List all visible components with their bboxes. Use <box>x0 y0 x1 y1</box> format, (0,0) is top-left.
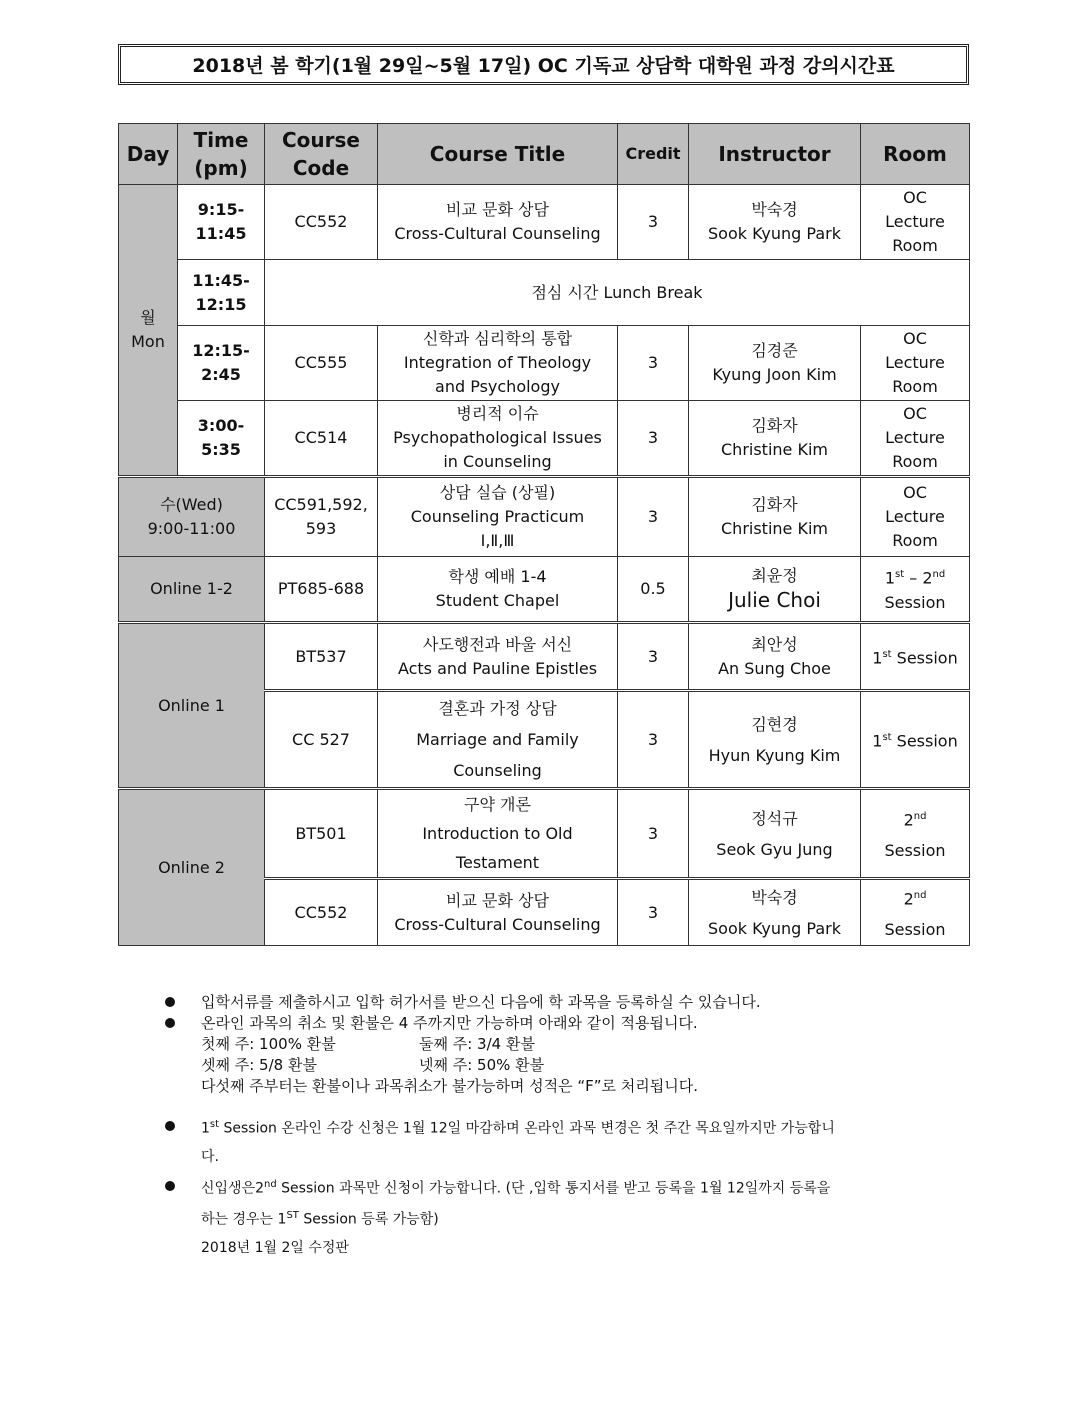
header-time: Time (pm) <box>178 124 265 185</box>
header-instructor: Instructor <box>689 124 861 185</box>
room: 1st – 2nd Session <box>861 557 970 623</box>
page-title: 2018년 봄 학기(1월 29일~5월 17일) OC 기독교 상담학 대학원 과정 강의시간표 <box>118 44 969 85</box>
room: 2nd Session <box>861 879 970 946</box>
room: 1st Session <box>861 623 970 691</box>
table-row <box>119 185 970 260</box>
day-cell-online-1: Online 1 <box>119 623 265 789</box>
note-item: 1st Session 온라인 수강 신청은 1월 12일 마감하며 온라인 과목 변경은 첫 주간 목요일까지만 가능합니 다. <box>165 1111 985 1171</box>
credit: 3 <box>618 185 689 260</box>
course-title: 비교 문화 상담 Cross-Cultural Counseling <box>378 185 618 260</box>
day-cell-mon: 월 Mon <box>119 185 178 477</box>
header-day: Day <box>119 124 178 185</box>
refund-schedule: 첫째 주: 100% 환불 둘째 주: 3/4 환불 셋째 주: 5/8 환불 넷째 주: 50% 환불 다섯째 주부터는 환불이나 과목취소가 불가능하며 성적은 “F”로 처리됩니다. <box>201 1035 699 1095</box>
course-code: CC514 <box>265 401 378 477</box>
time-cell: 12:15- 2:45 <box>178 326 265 401</box>
course-code: PT685-688 <box>265 557 378 623</box>
table-row <box>119 326 970 401</box>
credit: 3 <box>618 879 689 946</box>
room: 2nd Session <box>861 789 970 879</box>
table-row <box>119 623 970 691</box>
note-item: 신입생은2nd Session 과목만 신청이 가능합니다. (단 ,입학 통지서를 받고 등록을 1월 12일까지 등록을 하는 경우는 1ST Session 등록 가능함) 2018년 1월 2일 수정판 <box>165 1171 985 1262</box>
credit: 3 <box>618 477 689 557</box>
bullet-icon <box>165 1181 175 1191</box>
note-item: 온라인 과목의 취소 및 환불은 4 주까지만 가능하며 아래와 같이 적용됩니다. <box>165 1013 985 1034</box>
course-code: BT501 <box>265 789 378 879</box>
instructor: 최안성 An Sung Choe <box>689 623 861 691</box>
room: 1st Session <box>861 691 970 789</box>
day-cell-online-2: Online 2 <box>119 789 265 946</box>
course-title: 상담 실습 (상필) Counseling Practicum Ⅰ,Ⅱ,Ⅲ <box>378 477 618 557</box>
table-row <box>119 477 970 557</box>
header-credit: Credit <box>618 124 689 185</box>
instructor: 정석규 Seok Gyu Jung <box>689 789 861 879</box>
credit: 3 <box>618 691 689 789</box>
time-cell: 9:15- 11:45 <box>178 185 265 260</box>
room: OC Lecture Room <box>861 326 970 401</box>
lunch-break: 점심 시간 Lunch Break <box>265 260 970 326</box>
course-title: 비교 문화 상담 Cross-Cultural Counseling <box>378 879 618 946</box>
course-title: 신학과 심리학의 통합 Integration of Theology and Psychology <box>378 326 618 401</box>
course-title: 학생 예배 1-4 Student Chapel <box>378 557 618 623</box>
credit: 3 <box>618 789 689 879</box>
instructor: 김현경 Hyun Kyung Kim <box>689 691 861 789</box>
schedule-table <box>118 123 970 946</box>
room: OC Lecture Room <box>861 401 970 477</box>
day-cell-online-1-2: Online 1-2 <box>119 557 265 623</box>
credit: 3 <box>618 401 689 477</box>
course-code: CC552 <box>265 879 378 946</box>
note-item: 입학서류를 제출하시고 입학 허가서를 받으신 다음에 학 과목을 등록하실 수 있습니다. <box>165 992 985 1013</box>
header-course-title: Course Title <box>378 124 618 185</box>
credit: 0.5 <box>618 557 689 623</box>
table-row <box>119 557 970 623</box>
course-code: CC 527 <box>265 691 378 789</box>
course-title: 사도행전과 바울 서신 Acts and Pauline Epistles <box>378 623 618 691</box>
header-room: Room <box>861 124 970 185</box>
bullet-icon <box>165 997 175 1007</box>
course-title: 결혼과 가정 상담 Marriage and Family Counseling <box>378 691 618 789</box>
revision-date: 2018년 1월 2일 수정판 <box>201 1239 349 1256</box>
notes-section <box>165 992 985 1262</box>
time-cell: 11:45- 12:15 <box>178 260 265 326</box>
course-code: CC555 <box>265 326 378 401</box>
instructor: 김화자 Christine Kim <box>689 477 861 557</box>
time-cell: 3:00- 5:35 <box>178 401 265 477</box>
table-row <box>119 401 970 477</box>
credit: 3 <box>618 623 689 691</box>
table-row <box>119 260 970 326</box>
instructor: 박숙경 Sook Kyung Park <box>689 879 861 946</box>
room: OC Lecture Room <box>861 185 970 260</box>
table-row <box>119 789 970 879</box>
room: OC Lecture Room <box>861 477 970 557</box>
instructor: 최윤정 Julie Choi <box>689 557 861 623</box>
bullet-icon <box>165 1121 175 1131</box>
instructor: 박숙경 Sook Kyung Park <box>689 185 861 260</box>
course-title: 병리적 이슈 Psychopathological Issues in Counseling <box>378 401 618 477</box>
course-title: 구약 개론 Introduction to Old Testament <box>378 789 618 879</box>
bullet-icon <box>165 1018 175 1028</box>
day-cell-wed: 수(Wed) 9:00-11:00 <box>119 477 265 557</box>
instructor: 김화자 Christine Kim <box>689 401 861 477</box>
course-code: BT537 <box>265 623 378 691</box>
course-code: CC552 <box>265 185 378 260</box>
instructor: 김경준 Kyung Joon Kim <box>689 326 861 401</box>
header-course-code: Course Code <box>265 124 378 185</box>
course-code: CC591,592, 593 <box>265 477 378 557</box>
credit: 3 <box>618 326 689 401</box>
header-row <box>119 124 970 185</box>
